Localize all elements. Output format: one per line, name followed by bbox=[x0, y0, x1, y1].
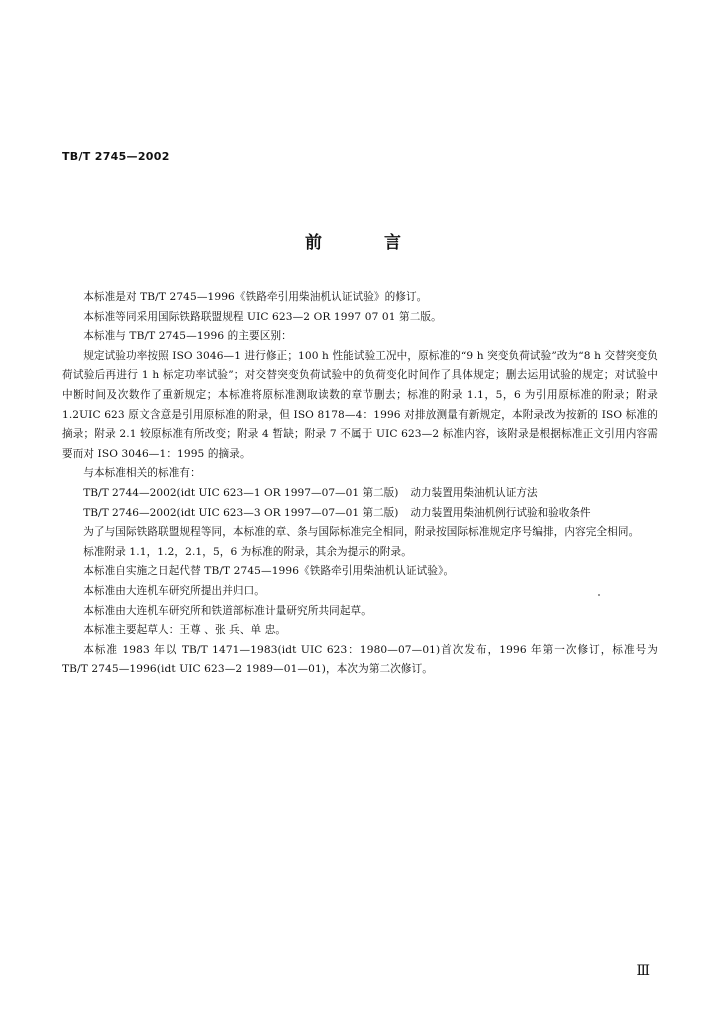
paragraph: 本标准与 TB/T 2745—1996 的主要区别： bbox=[83, 330, 292, 343]
foreword-body bbox=[62, 288, 658, 680]
paragraph: 本标准自实施之日起代替 TB/T 2745—1996《铁路牵引用柴油机认证试验》。 bbox=[83, 565, 455, 578]
paragraph: 本标准是对 TB/T 2745—1996《铁路牵引用柴油机认证试验》的修订。 bbox=[83, 291, 428, 303]
related-standard-code: TB/T 2744—2002(idt UIC 623—1 OR 1997—07—01 第二版) bbox=[83, 486, 399, 499]
paragraph: 本标准由大连机车研究所和铁道部标准计量研究所共同起草。 bbox=[83, 604, 372, 617]
related-standard-title: 动力装置用柴油机例行试验和验收条件 bbox=[410, 506, 591, 519]
paragraph: 标准附录 1.1，1.2，2.1，5，6 为标准的附录，其余为提示的附录。 bbox=[83, 545, 412, 558]
page-number: Ⅲ bbox=[636, 963, 650, 979]
paragraph: 本标准 1983 年以 TB/T 1471—1983(idt UIC 623：1980—07—01)首次发布，1996 年第一次修订，标准号为 TB/T 2745—1996(idt UIC 623—2 1989—01—01)，本次为第二次修订。 bbox=[62, 643, 658, 676]
paragraph: 与本标准相关的标准有： bbox=[83, 467, 201, 480]
paragraph: 为了与国际铁路联盟规程等同，本标准的章、条与国际标准完全相同，附录按国际标准规定序号编排，内容完全相同。 bbox=[83, 526, 640, 539]
related-standard-code: TB/T 2746—2002(idt UIC 623—3 OR 1997—07—01 第二版) bbox=[83, 506, 399, 519]
paragraph: 规定试验功率按照 ISO 3046—1 进行修正；100 h 性能试验工况中，原标准的“9 h 突变负荷试验”改为“8 h 交替突变负荷试验后再进行 1 h 标定功率试验”；对交替突变负荷试验中的负荷变化时间作了具体规定；删去运用试验的规定；对试验中中断时间及次数作了重新规定；本标准将原标准测取读数的章节删去；标准的附录 1.1，5，6 为引用原标准的附录；附录 1.2UIC 623 原文含意是引用原标准的附录，但 ISO 8178—4：1996 对排放测量有新规定，本附录改为按新的 ISO 标准的摘录；附录 2.1 较原标准有所改变；附录 4 暂缺；附录 7 不属于 UIC 623—2 标准内容，该附录是根据标准正文引用内容需要而对 ISO 3046—1：1995 的摘录。 bbox=[62, 349, 658, 460]
related-standard bbox=[62, 484, 658, 504]
standard-code: TB/T 2745—2002 bbox=[62, 150, 170, 163]
related-standard-title: 动力装置用柴油机认证方法 bbox=[410, 486, 538, 499]
scan-speck bbox=[598, 594, 600, 596]
paragraph: 本标准主要起草人：王尊 、张 兵、单 忠。 bbox=[83, 624, 287, 637]
related-standard bbox=[62, 504, 658, 524]
page-title: 前 言 bbox=[305, 233, 429, 253]
paragraph: 本标准由大连机车研究所提出并归口。 bbox=[83, 584, 265, 597]
paragraph: 本标准等同采用国际铁路联盟规程 UIC 623—2 OR 1997 07 01 第二版。 bbox=[83, 310, 442, 323]
